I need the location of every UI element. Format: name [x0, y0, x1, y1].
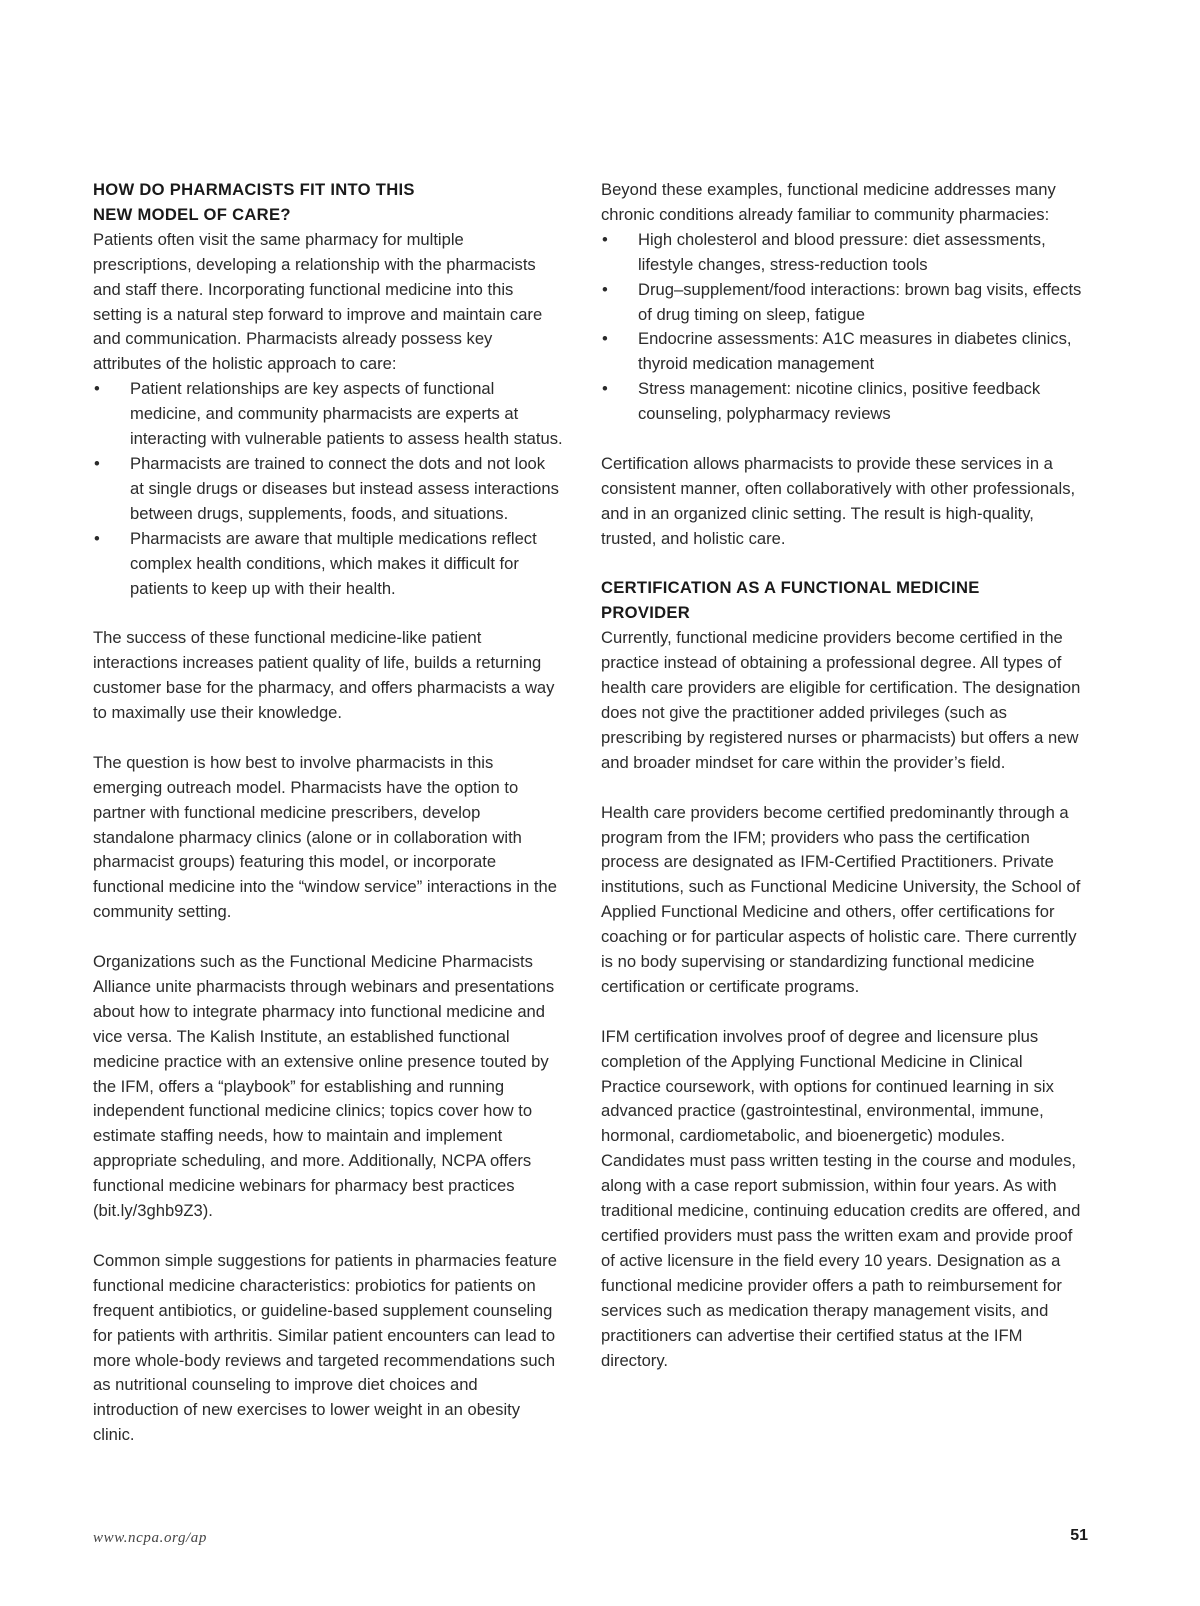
left-column: [93, 178, 563, 1448]
intro-paragraph: Beyond these examples, functional medicine addresses many chronic conditions already familiar to community pharmacies:: [601, 180, 1056, 224]
intro-paragraph: Patients often visit the same pharmacy for multiple prescriptions, developing a relationship with the pharmacists and staff there. Incorporating functional medicine into this setting is a natural step forward to improve and maintain care and communication. Pharmacists already possess key attributes of the holistic approach to care:: [93, 229, 543, 374]
list-item: • Endocrine assessments: A1C measures in diabetes clinics, thyroid medication management: [601, 327, 1083, 377]
section-heading-pharmacists: [93, 178, 563, 228]
body-paragraph: Currently, functional medicine providers become certified in the practice instead of obtaining a professional degree. All types of health care providers are eligible for certification. The designation does not give the practitioner added privileges (such as prescribing by registered nurses or pharmacists) but offers a new and broader mindset for care within the provider’s field.: [601, 628, 1081, 772]
body-paragraph: Certification allows pharmacists to provide these services in a consistent manner, often collaboratively with other professionals, and in an organized clinic setting. The result is high-quality, trusted, and holistic care.: [601, 453, 1076, 548]
section-heading-certification: [601, 576, 1083, 626]
body-paragraph: Organizations such as the Functional Medicine Pharmacists Alliance unite pharmacists through webinars and presentations about how to integrate pharmacy into functional medicine and vice versa. The Kalish Institute, an established functional medicine practice with an extensive online presence touted by the IFM, offers a “playbook” for establishing and running independent functional medicine clinics; topics cover how to estimate staffing needs, how to maintain and implement appropriate scheduling, and more. Additionally, NCPA offers functional medicine webinars for pharmacy best practices (bit.ly/3ghb9Z3).: [93, 952, 555, 1221]
list-item: • Pharmacists are aware that multiple medications reflect complex health conditions, which makes it difficult for patients to keep up with their health.: [93, 527, 563, 602]
heading-line-2: PROVIDER: [601, 603, 691, 623]
body-paragraph: The success of these functional medicine-like patient interactions increases patient quality of life, builds a returning customer base for the pharmacy, and offers pharmacists a way to maximally use their knowledge.: [93, 628, 555, 723]
attributes-list: [93, 377, 563, 601]
body-paragraph: Common simple suggestions for patients in pharmacies feature functional medicine characteristics: probiotics for patients on frequent antibiotics, or guideline-based supplement counseling for patients with arthritis. Similar patient encounters can lead to more whole-body reviews and targeted recommendations such as nutritional counseling to improve diet choices and introduction of new exercises to lower weight in an obesity clinic.: [93, 1250, 557, 1445]
list-item: • Drug–supplement/food interactions: brown bag visits, effects of drug timing on sleep, fatigue: [601, 278, 1083, 328]
list-item: • Stress management: nicotine clinics, positive feedback counseling, polypharmacy reviews: [601, 377, 1083, 427]
heading-line-1: HOW DO PHARMACISTS FIT INTO THIS: [93, 180, 415, 199]
body-paragraph: IFM certification involves proof of degree and licensure plus completion of the Applying Functional Medicine in Clinical Practice coursework, with options for continued learning in six advanced practice (gastrointestinal, environmental, immune, hormonal, cardiometabolic, and bioenergetic) modules. Candidates must pass written testing in the course and modules, along with a case report submission, within four years. As with traditional medicine, continuing education credits are offered, and certified providers must pass the written exam and provide proof of active licensure in the field every 10 years. Designation as a functional medicine provider offers a path to reimbursement for services such as medication therapy management visits, and practitioners can advertise their certified status at the IFM directory.: [601, 1026, 1081, 1370]
body-paragraph: The question is how best to involve pharmacists in this emerging outreach model. Pharmacists have the option to partner with functional medicine prescribers, develop standalone pharmacy clinics (alone or in collaboration with pharmacist groups) featuring this model, or incorporate functional medicine into the “window service” interactions in the community setting.: [93, 752, 557, 922]
footer-url: www.ncpa.org/ap: [93, 1530, 208, 1546]
body-paragraph: Health care providers become certified predominantly through a program from the IFM; providers who pass the certification process are designated as IFM-Certified Practitioners. Private institutions, such as Functional Medicine University, the School of Applied Functional Medicine and others, offer certifications for coaching or for particular aspects of holistic care. There currently is no body supervising or standardizing functional medicine certification or certificate programs.: [601, 802, 1081, 996]
list-item: • Patient relationships are key aspects of functional medicine, and community pharmacists are experts at interacting with vulnerable patients to assess health status.: [93, 377, 563, 452]
conditions-list: [601, 228, 1083, 427]
list-item: • High cholesterol and blood pressure: diet assessments, lifestyle changes, stress-reduction tools: [601, 228, 1083, 278]
list-item: • Pharmacists are trained to connect the dots and not look at single drugs or diseases but instead assess interactions between drugs, supplements, foods, and situations.: [93, 452, 563, 527]
heading-line-1: CERTIFICATION AS A FUNCTIONAL MEDICINE: [601, 578, 980, 598]
right-column: [601, 178, 1083, 1373]
page-number: 51: [1070, 1527, 1088, 1544]
heading-line-2: NEW MODEL OF CARE?: [93, 204, 291, 224]
